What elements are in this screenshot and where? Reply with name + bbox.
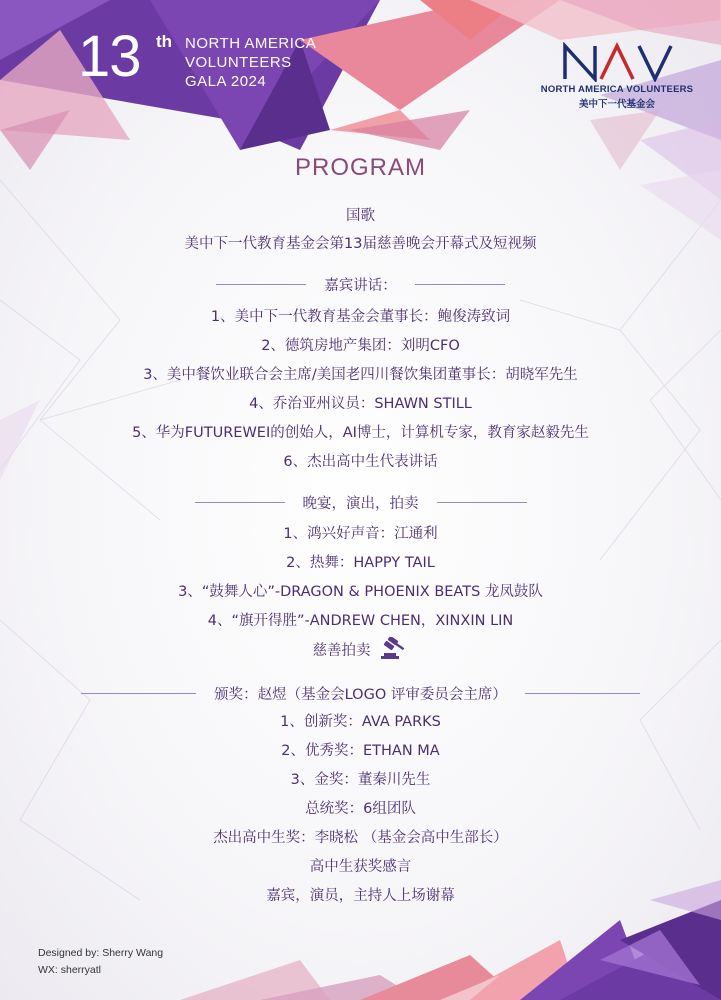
divider xyxy=(415,284,505,285)
section-heading-text: 嘉宾讲话： xyxy=(324,277,397,294)
program-line: 2、优秀奖：ETHAN MA xyxy=(281,743,440,759)
program-line: 3、“鼓舞人心”-DRAGON & PHOENIX BEATS 龙凤鼓队 xyxy=(178,584,543,600)
nav-logo-mark xyxy=(557,42,677,82)
nav-logo xyxy=(537,42,697,110)
program-line: 2、德筑房地产集团：刘明CFO xyxy=(261,338,460,354)
gala-title-line: VOLUNTEERS xyxy=(185,54,292,71)
section-heading-dinner xyxy=(0,491,721,513)
section-heading-awards xyxy=(0,682,721,704)
edition-number: 13 xyxy=(78,24,141,89)
edition-suffix: th xyxy=(156,32,173,51)
divider xyxy=(437,502,527,503)
program-line: 4、“旗开得胜”-ANDREW CHEN，XINXIN LIN xyxy=(207,613,514,629)
gavel-icon xyxy=(379,637,409,661)
gala-title-line: NORTH AMERICA xyxy=(185,35,317,52)
program-line: 1、创新奖：AVA PARKS xyxy=(280,714,441,730)
program-line: 3、金奖：董秦川先生 xyxy=(290,772,431,788)
logo-name-cn: 美中下一代基金会 xyxy=(578,99,655,110)
program-line: 国歌 xyxy=(346,208,375,224)
program-title: PROGRAM xyxy=(294,154,426,181)
divider xyxy=(216,284,306,285)
auction-label: 慈善拍卖 xyxy=(312,642,371,659)
program-line: 美中下一代教育基金会第13届慈善晚会开幕式及短视频 xyxy=(184,236,537,252)
program-line: 4、乔治亚州议员：SHAWN STILL xyxy=(249,396,472,412)
program-line: 5、华为FUTUREWEI的创始人，AI博士，计算机专家，教育家赵毅先生 xyxy=(132,425,589,441)
gala-title-line: GALA 2024 xyxy=(185,73,267,90)
designer-credit: Designed by: Sherry Wang xyxy=(38,947,164,959)
program-line: 2、热舞：HAPPY TAIL xyxy=(286,555,435,571)
divider xyxy=(81,693,196,694)
program-line: 6、杰出高中生代表讲话 xyxy=(283,454,438,470)
logo-name-en: NORTH AMERICA VOLUNTEERS xyxy=(540,84,694,95)
wx-credit: WX: sherryatl xyxy=(38,964,102,976)
program-line: 1、美中下一代教育基金会董事长：鲍俊涛致词 xyxy=(210,309,511,325)
auction-line xyxy=(0,638,721,660)
program-line: 高中生获奖感言 xyxy=(309,859,412,875)
program-line: 总统奖：6组团队 xyxy=(305,801,416,817)
program-line: 杰出高中生奖：李晓松 （基金会高中生部长） xyxy=(213,830,508,846)
program-line: 嘉宾，演员，主持人上场谢幕 xyxy=(266,888,455,904)
divider xyxy=(525,693,640,694)
divider xyxy=(195,502,285,503)
program-line: 1、鸿兴好声音：江通利 xyxy=(283,526,438,542)
section-heading-text: 晚宴，演出，拍卖 xyxy=(302,495,419,512)
program-line: 3、美中餐饮业联合会主席/美国老四川餐饮集团董事长：胡晓军先生 xyxy=(143,367,578,383)
gala-title xyxy=(185,34,385,91)
section-heading-text: 颁奖：赵煜（基金会LOGO 评审委员会主席） xyxy=(214,686,507,703)
section-heading-speeches xyxy=(0,273,721,295)
